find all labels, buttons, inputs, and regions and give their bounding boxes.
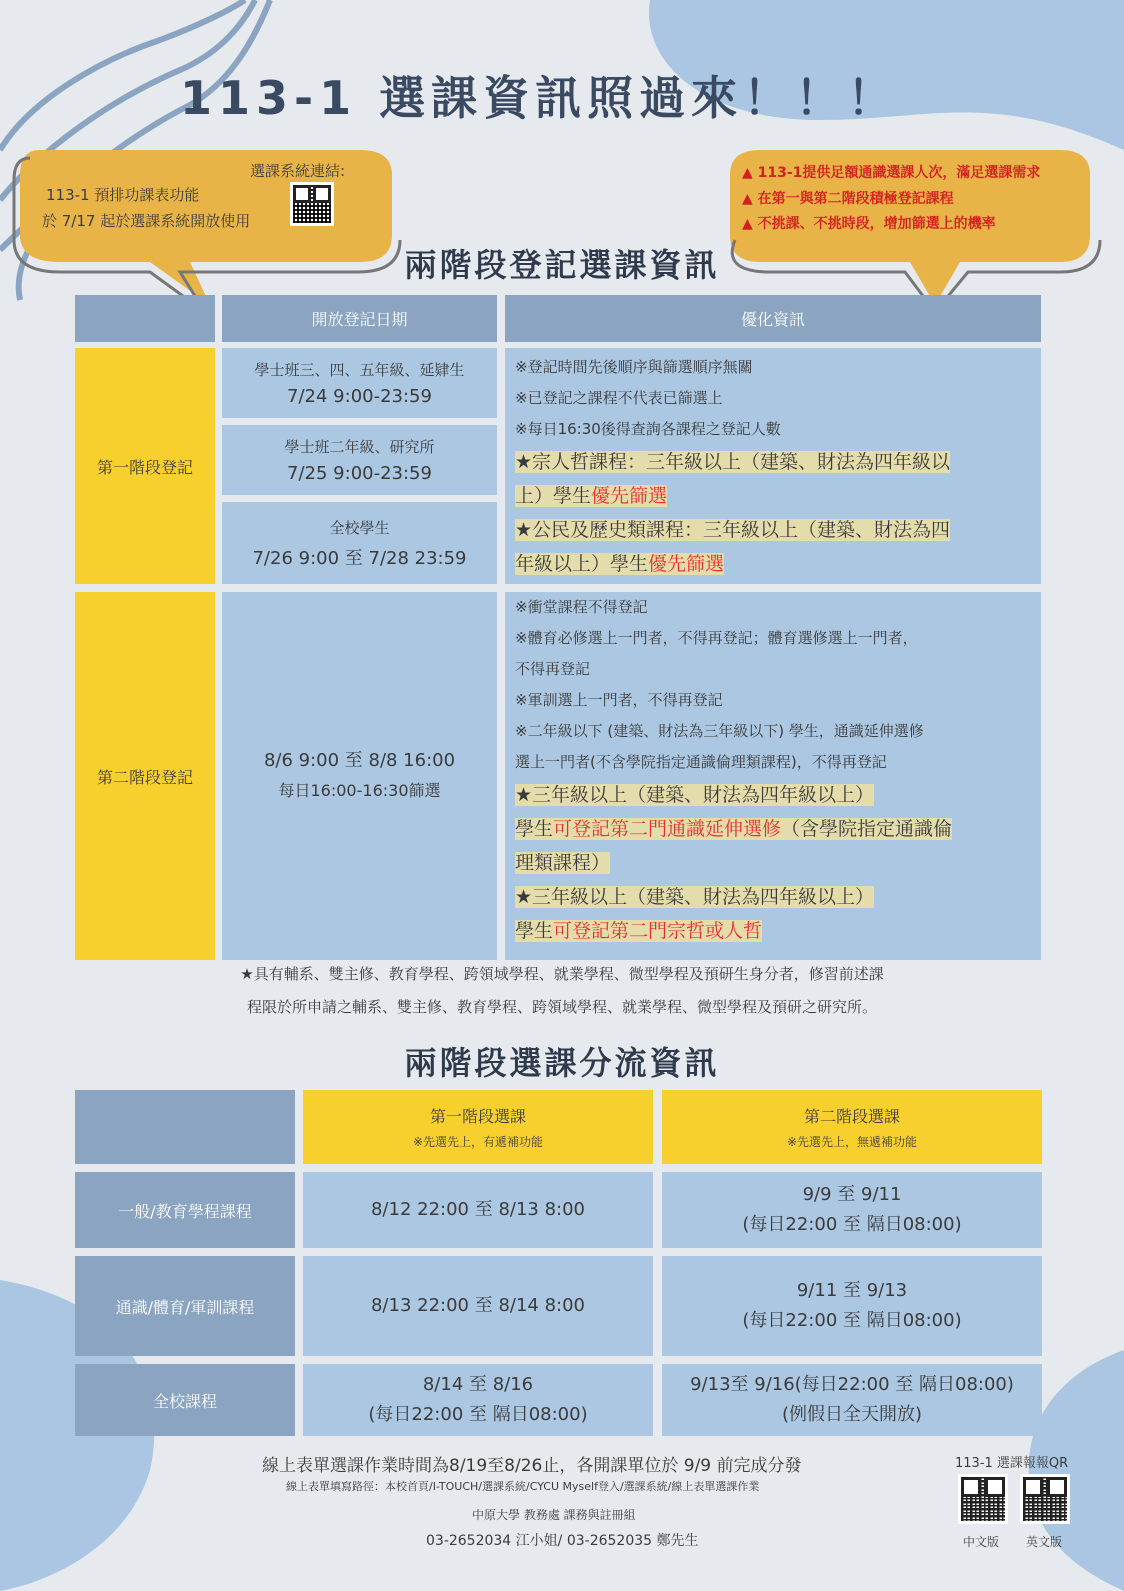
table2-row-label [75,1364,295,1436]
online-form-note: 線上表單選課作業時間為8/19至8/26止，各開課單位於 9/9 前完成分發 [262,1456,802,1476]
table2-header-stage2-title: 第二階段選課 [803,1107,900,1126]
table2-header-blank [75,1090,295,1164]
row2-stage2-range: 9/11 至 9/13 [796,1280,908,1301]
stage2-star-2: ★三年級以上（建築、財法為四年級以上） [515,886,875,908]
organization: 中原大學 教務處 課務與註冊組 [472,1508,636,1522]
table2-header-stage1-title: 第一階段選課 [429,1107,526,1126]
bubble-line-2: 於 7/17 起於選課系統開放使用 [42,212,251,230]
stage1-date-1-who: 學士班三、四、五年級、延肄生 [254,361,465,379]
stage1-star-1: ★宗人哲課程：三年級以上（建築、財法為四年級以 [515,451,951,473]
row-label-all: 全校課程 [152,1391,217,1411]
stage1-info-cell [505,348,1041,584]
header-date-label: 開放登記日期 [311,310,408,329]
stage2-note: ※二年級以下 (建築、財法為三年級以下) 學生，通識延伸選修 [515,722,924,740]
table2-cell [662,1364,1042,1436]
stage1-date-1 [222,348,497,418]
section-title-registration: 兩階段登記選課資訊 [404,246,720,284]
course-system-qr-code[interactable] [290,182,334,226]
footnote-line-2: 程限於所申請之輔系、雙主修、教育學程、跨領域學程、就業學程、微型學程及預研之研究所。 [246,998,877,1016]
stage2-note: 不得再登記 [515,660,591,678]
table1-header-date [222,295,497,342]
tip-1: ▲ 113-1提供足額通識選課人次，滿足選課需求 [742,165,1041,181]
stage2-star-1-cont: 學生 [515,818,554,840]
table2-cell [662,1256,1042,1356]
online-form-path: 線上表單填寫路徑：本校首頁/I-TOUCH/選課系統/CYCU Myself登入/選課系統/線上表單選課作業 [286,1480,760,1493]
table2-header-stage1 [303,1090,653,1164]
bubble-line-1: 113-1 預排功課表功能 [46,186,200,204]
qr-section-title: 113-1 選課報報QR [955,1456,1069,1471]
stage1-label: 第一階段登記 [96,457,193,477]
course-system-link-label: 選課系統連結: [250,162,346,180]
qr-code-english[interactable] [1020,1474,1070,1524]
qr-label-english: 英文版 [1026,1535,1063,1549]
stage2-star-1-end: 理類課程） [515,852,611,874]
row2-stage2-time: (每日22:00 至 隔日08:00) [742,1310,962,1331]
stage2-date [222,592,497,960]
stage2-label-cell [75,592,215,960]
stage1-date-2 [222,425,497,495]
table2-header-stage2-note: ※先選先上，無遞補功能 [786,1135,918,1149]
stage2-note: 選上一門者(不含學院指定通識倫理類課程)，不得再登記 [515,753,887,771]
stage2-star-2-highlight: 可登記第二門宗哲或人哲 [553,920,763,942]
row1-stage2-range: 9/9 至 9/11 [802,1184,902,1205]
header-info-label: 優化資訊 [740,310,805,329]
footnote-line-1: ★具有輔系、雙主修、教育學程、跨領域學程、就業學程、微型學程及預研生身分者，修習前述課 [240,965,884,983]
stage1-star-2-cont: 年級以上）學生 [515,553,649,575]
stage1-date-3-when: 7/26 9:00 至 7/28 23:59 [252,547,467,569]
row1-stage1: 8/12 22:00 至 8/13 8:00 [370,1199,586,1220]
row3-stage1-time: (每日22:00 至 隔日08:00) [368,1404,588,1425]
table2-header-stage2 [662,1090,1042,1164]
table2-row-label [75,1172,295,1248]
stage1-label-cell [75,348,215,584]
stage1-star-1-priority: 優先篩選 [591,485,668,507]
stage2-screening-time: 每日16:00-16:30篩選 [278,780,441,800]
stage1-note: ※已登記之課程不代表已篩選上 [515,389,723,407]
row2-stage1: 8/13 22:00 至 8/14 8:00 [370,1295,586,1316]
table2-cell [662,1172,1042,1248]
row-label-general-ed: 通識/體育/軍訓課程 [115,1297,255,1317]
stage2-note: ※軍訓選上一門者，不得再登記 [515,691,723,709]
stage2-date-range: 8/6 9:00 至 8/8 16:00 [263,749,456,771]
stage1-star-2-priority: 優先篩選 [648,553,725,575]
stage1-date-2-who: 學士班二年級、研究所 [284,438,435,456]
table1-header-blank [75,295,215,342]
footnote [0,958,1124,1024]
stage2-star-1-highlight: 可登記第二門通識延伸選修 [553,818,782,840]
stage2-info-cell [505,592,1041,960]
stage1-note: ※每日16:30後得查詢各課程之登記人數 [515,420,781,438]
row1-stage2-time: (每日22:00 至 隔日08:00) [742,1214,962,1235]
row3-stage1-range: 8/14 至 8/16 [422,1374,534,1395]
stage1-date-1-when: 7/24 9:00-23:59 [287,386,432,407]
stage2-label: 第二階段登記 [96,767,193,787]
stage2-star-1: ★三年級以上（建築、財法為四年級以上） [515,784,875,806]
stage1-date-2-when: 7/25 9:00-23:59 [287,463,432,484]
table2-cell [303,1364,653,1436]
table2-row-label [75,1256,295,1356]
stage1-star-2: ★公民及歷史類課程：三年級以上（建築、財法為四 [515,519,951,541]
poster-title: 113-1 選課資訊照過來！！！ [180,71,900,125]
row-label-general: 一般/教育學程課程 [118,1201,252,1221]
stage1-date-3-who: 全校學生 [329,518,390,537]
stage1-date-3 [222,502,497,584]
stage2-star-1-cont2: （含學院指定通識倫 [781,818,953,840]
tip-2: ▲ 在第一與第二階段積極登記課程 [742,191,954,207]
stage2-star-2-cont: 學生 [515,920,554,942]
table2-cell [303,1256,653,1356]
table2-cell [303,1172,653,1248]
row3-stage2-note: (例假日全天開放) [781,1404,923,1425]
stage2-note: ※衝堂課程不得登記 [515,598,648,616]
contact-info: 03-2652034 江小姐/ 03-2652035 鄭先生 [426,1533,699,1549]
tip-3: ▲ 不挑課、不挑時段，增加篩選上的機率 [742,216,996,232]
stage1-note: ※登記時間先後順序與篩選順序無關 [515,358,753,376]
qr-code-chinese[interactable] [958,1474,1008,1524]
stage2-note: ※體育必修選上一門者，不得再登記；體育選修選上一門者， [515,629,918,647]
qr-label-chinese: 中文版 [963,1535,1000,1549]
table2-header-stage1-note: ※先選先上，有遞補功能 [412,1135,544,1149]
row3-stage2-range: 9/13至 9/16(每日22:00 至 隔日08:00) [690,1374,1014,1395]
section-title-distribution: 兩階段選課分流資訊 [404,1044,720,1082]
stage1-star-1-cont: 上）學生 [515,485,592,507]
table1-header-info [505,295,1041,342]
